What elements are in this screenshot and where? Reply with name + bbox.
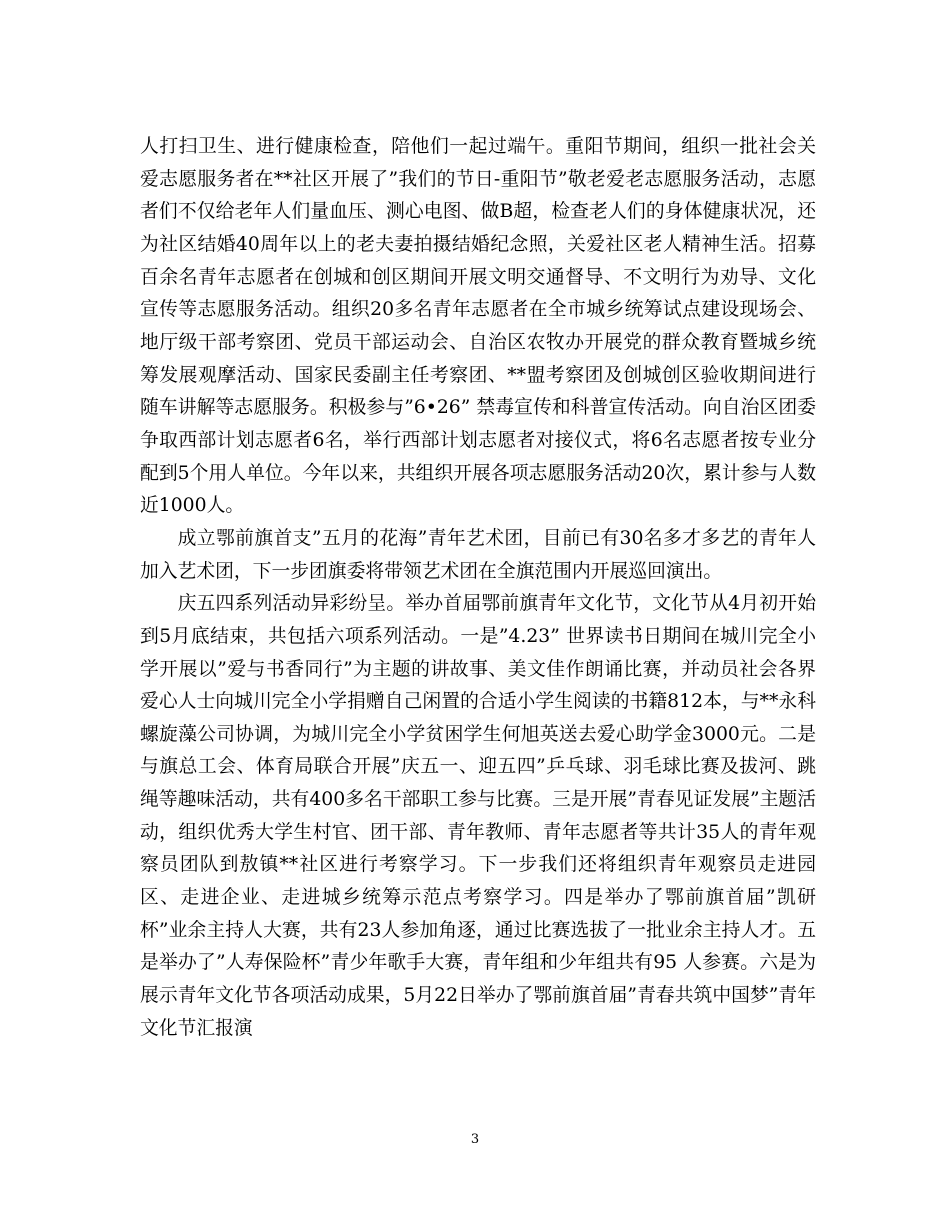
page-number: 3 [470, 1132, 480, 1147]
body-text [140, 131, 816, 1045]
paragraph-3: 庆五四系列活动异彩纷呈。举办首届鄂前旗青年文化节，文化节从4月初开始到5月底结束，共包括六项系列活动。一是”4.23” 世界读书日期间在城川完全小学开展以”爱与书香同行”为主题的讲故事、美文佳作朗诵比赛，并动员社会各界爱心人士向城川完全小学捐赠自己闲置的合适小学生阅读的书籍812本，与**永科螺旋藻公司协调，为城川完全小学贫困学生何旭英送去爱心助学金3000元。二是与旗总工会、体育局联合开展”庆五一、迎五四”乒乓球、羽毛球比赛及拔河、跳绳等趣味活动，共有400多名干部职工参与比赛。三是开展”青春见证发展”主题活动，组织优秀大学生村官、团干部、青年教师、青年志愿者等共计35人的青年观察员团队到敖镇**社区进行考察学习。下一步我们还将组织青年观察员走进园区、走进企业、走进城乡统筹示范点考察学习。四是举办了鄂前旗首届”凯研杯”业余主持人大赛，共有23人参加角逐，通过比赛选拔了一批业余主持人才。五是举办了”人寿保险杯”青少年歌手大赛，青年组和少年组共有95 人参赛。六是为展示青年文化节各项活动成果，5月22日举办了鄂前旗首届”青春共筑中国梦”青年文化节汇报演 [140, 593, 816, 1039]
paragraph-2: 成立鄂前旗首支”五月的花海”青年艺术团，目前已有30名多才多艺的青年人加入艺术团，下一步团旗委将带领艺术团在全旗范围内开展巡回演出。 [140, 527, 816, 582]
paragraph-1: 人打扫卫生、进行健康检查，陪他们一起过端午。重阳节期间，组织一批社会关爱志愿服务者在**社区开展了”我们的节日-重阳节”敬老爱老志愿服务活动，志愿者们不仅给老年人们量血压、测心电图、做B超，检查老人们的身体健康状况，还为社区结婚40周年以上的老夫妻拍摄结婚纪念照，关爱社区老人精神生活。招募百余名青年志愿者在创城和创区期间开展文明交通督导、不文明行为劝导、文化宣传等志愿服务活动。组织20多名青年志愿者在全市城乡统筹试点建设现场会、地厅级干部考察团、党员干部运动会、自治区农牧办开展党的群众教育暨城乡统筹发展观摩活动、国家民委副主任考察团、**盟考察团及创城创区验收期间进行随车讲解等志愿服务。积极参与”6•26” 禁毒宣传和科普宣传活动。向自治区团委争取西部计划志愿者6名，举行西部计划志愿者对接仪式，将6名志愿者按专业分配到5个用人单位。今年以来，共组织开展各项志愿服务活动20次，累计参与人数近1000人。 [140, 136, 816, 517]
